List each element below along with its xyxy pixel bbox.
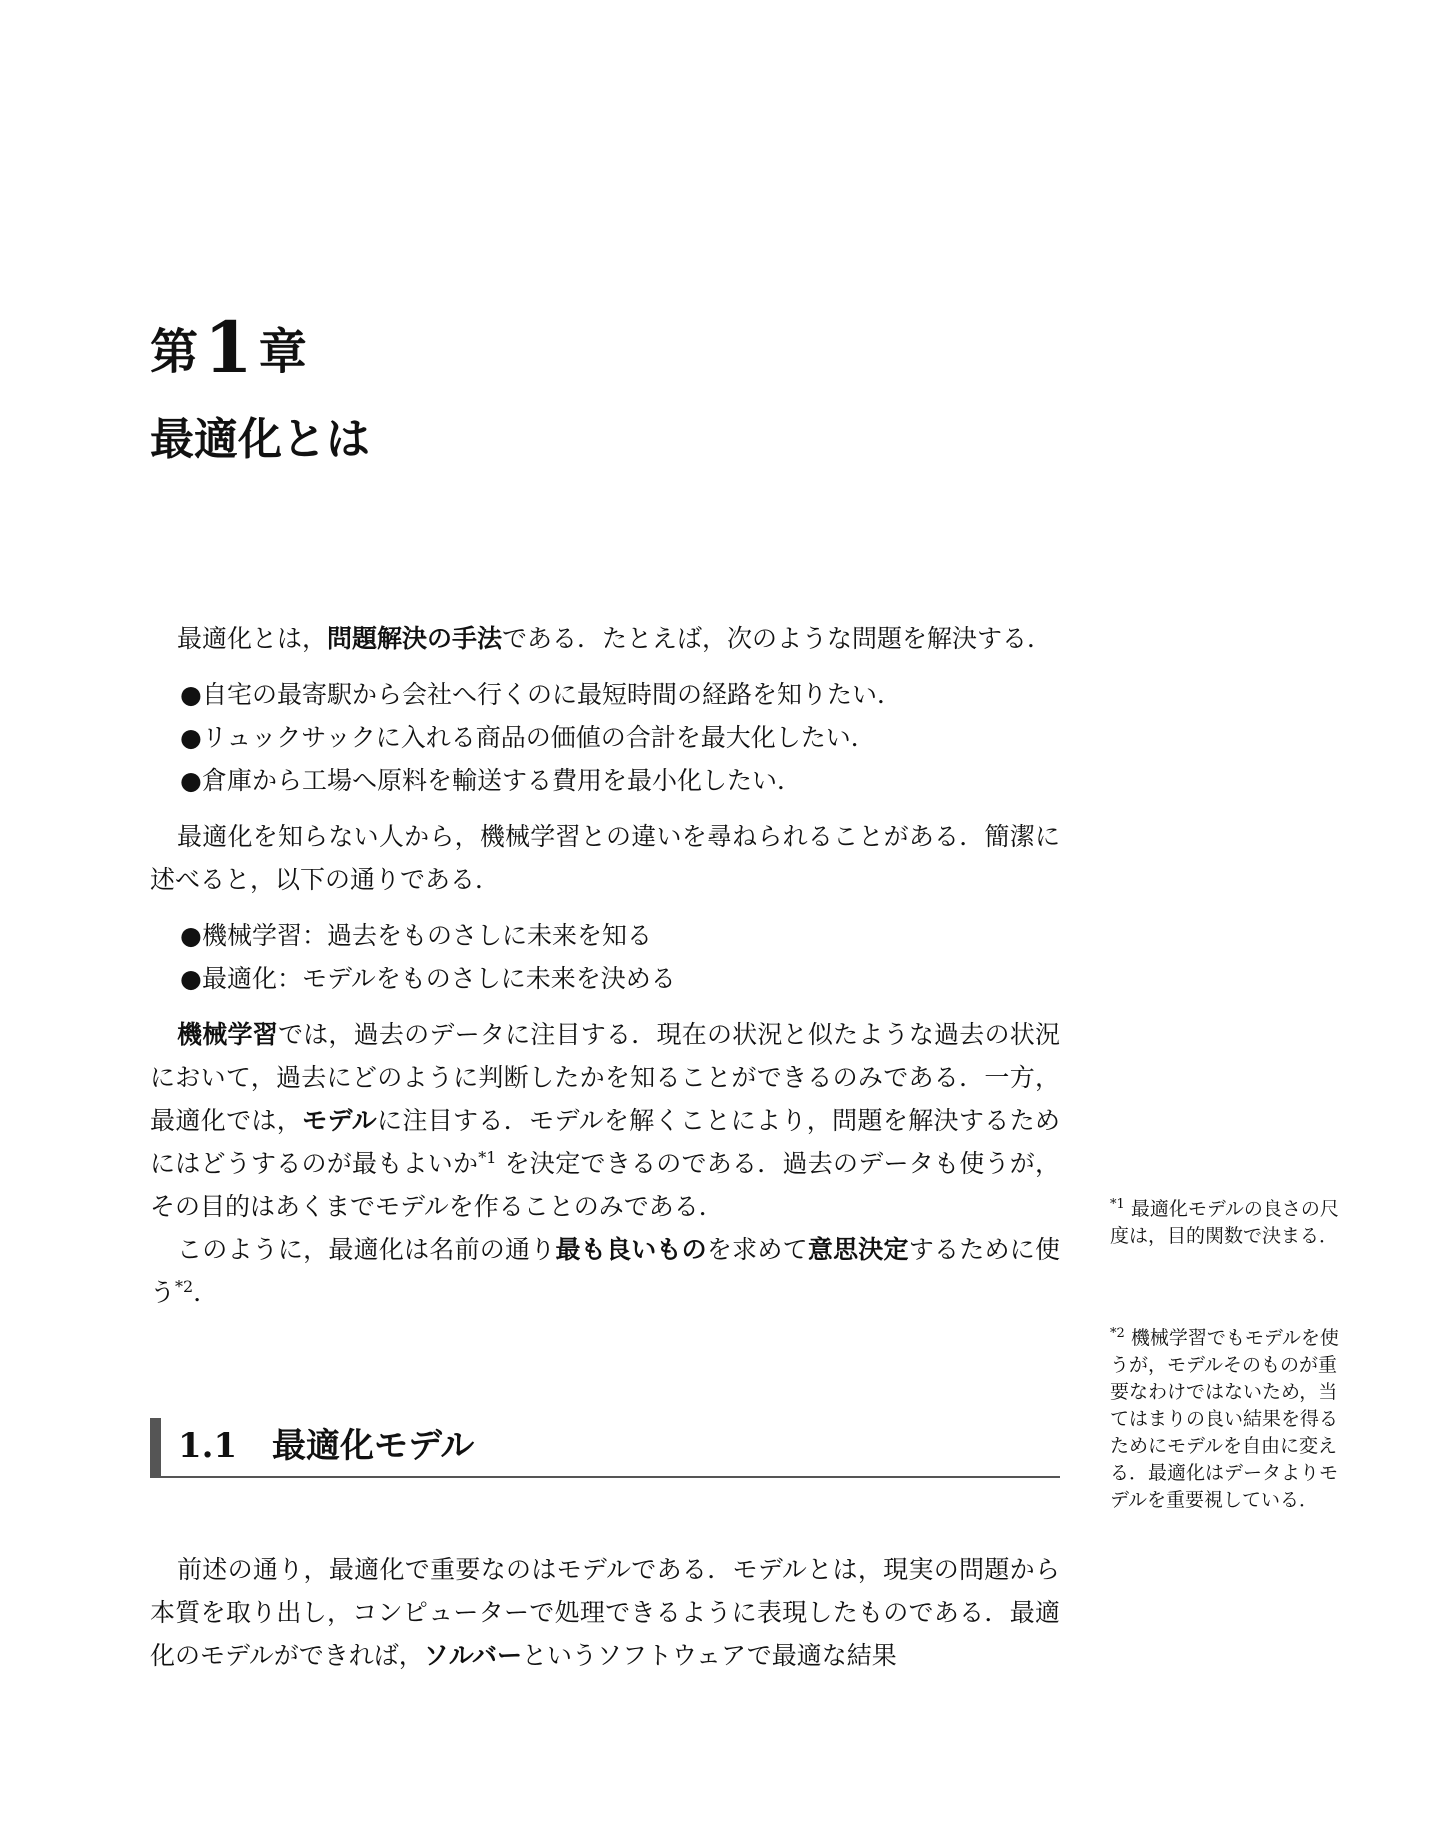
bullet-icon: ●: [180, 964, 202, 993]
paragraph-4: [150, 1228, 1060, 1314]
list-item-text: 機械学習：過去をものさしに未来を知る: [202, 921, 653, 950]
footnote-mark: *1: [1110, 1197, 1125, 1212]
bold-term: ソルバー: [423, 1641, 523, 1670]
list-item-text: 倉庫から工場へ原料を輸送する費用を最小化したい．: [202, 766, 803, 795]
comparison-list: [150, 914, 1060, 1000]
text: では，過去のデータに注目する．現在の状況と似たような過去の状況において，過去にどのように判断したかを知ることができるのみである．一方，最適化では，: [150, 1020, 1060, 1135]
text: 最適化とは，: [177, 624, 328, 653]
list-item: [150, 716, 1060, 759]
chapter-suffix: 章: [258, 324, 307, 380]
chapter-heading: [150, 306, 307, 389]
bold-term: 機械学習: [177, 1020, 278, 1049]
bullet-icon: ●: [180, 723, 202, 752]
section-heading: [150, 1418, 1060, 1478]
paragraph-1: [150, 617, 1060, 660]
list-item: [150, 957, 1060, 1000]
bold-term: 意思決定: [807, 1235, 909, 1264]
footnote-text: 機械学習でもモデルを使うが，モデルそのものが重要なわけではないため，当てはまりの良い結果を得るためにモデルを自由に変える．最適化はデータよりモデルを重要視している．: [1110, 1327, 1339, 1511]
list-item-text: 最適化：モデルをものさしに未来を決める: [202, 964, 676, 993]
bold-term: 最も良いもの: [555, 1235, 707, 1264]
chapter-title: 最適化とは: [150, 414, 370, 465]
footnote-ref[interactable]: *2: [175, 1277, 194, 1296]
bullet-icon: ●: [180, 766, 202, 795]
chapter-number: 1: [204, 306, 253, 389]
footnote-ref[interactable]: *1: [478, 1148, 497, 1167]
text: を求めて: [706, 1235, 808, 1264]
paragraph-3: [150, 1013, 1060, 1228]
paragraph-2: 最適化を知らない人から，機械学習との違いを尋ねられることがある．簡潔に述べると，以下の通りである．: [150, 822, 1060, 894]
text: というソフトウェアで最適な結果: [522, 1641, 897, 1670]
list-item: [150, 673, 1060, 716]
bold-term: 問題解決の手法: [327, 624, 503, 653]
list-item: [150, 914, 1060, 957]
body-section-intro: [150, 617, 1060, 1314]
bullet-icon: ●: [180, 680, 202, 709]
list-item-text: 自宅の最寄駅から会社へ行くのに最短時間の経路を知りたい．: [202, 680, 903, 709]
section-marker-bar: [150, 1418, 161, 1476]
body-section-model: [150, 1548, 1060, 1677]
text: 前述の通り，最適化で重要なのはモデルである．モデルとは，現実の問題から本質を取り出し，コンピューターで処理できるように表現したものである．最適化のモデルができれば，: [150, 1555, 1060, 1670]
problem-list: [150, 673, 1060, 802]
chapter-prefix: 第: [150, 324, 199, 380]
paragraph-5: [150, 1548, 1060, 1677]
text: である．たとえば，次のような問題を解決する．: [502, 624, 1053, 653]
footnote-2: [1110, 1325, 1350, 1514]
text: するために使う: [150, 1235, 1060, 1307]
footnote-mark: *2: [1110, 1326, 1125, 1341]
bullet-icon: ●: [180, 921, 202, 950]
text: に注目する．モデルを解くことにより，問題を解決するためにはどうするのが最もよいか: [150, 1106, 1060, 1178]
bold-term: モデル: [302, 1106, 377, 1135]
list-item-text: リュックサックに入れる商品の価値の合計を最大化したい．: [202, 723, 876, 752]
text: を決定できるのである．過去のデータも使うが，その目的はあくまでモデルを作ることのみである．: [150, 1149, 1060, 1221]
footnote-text: 最適化モデルの良さの尺度は，目的関数で決まる．: [1110, 1198, 1339, 1247]
list-item: [150, 759, 1060, 802]
text: ．: [193, 1278, 219, 1307]
section-number: 1.1: [178, 1426, 238, 1466]
section-title: 最適化モデル: [272, 1426, 475, 1466]
footnote-1: [1110, 1196, 1350, 1250]
text: このように，最適化は名前の通り: [177, 1235, 556, 1264]
